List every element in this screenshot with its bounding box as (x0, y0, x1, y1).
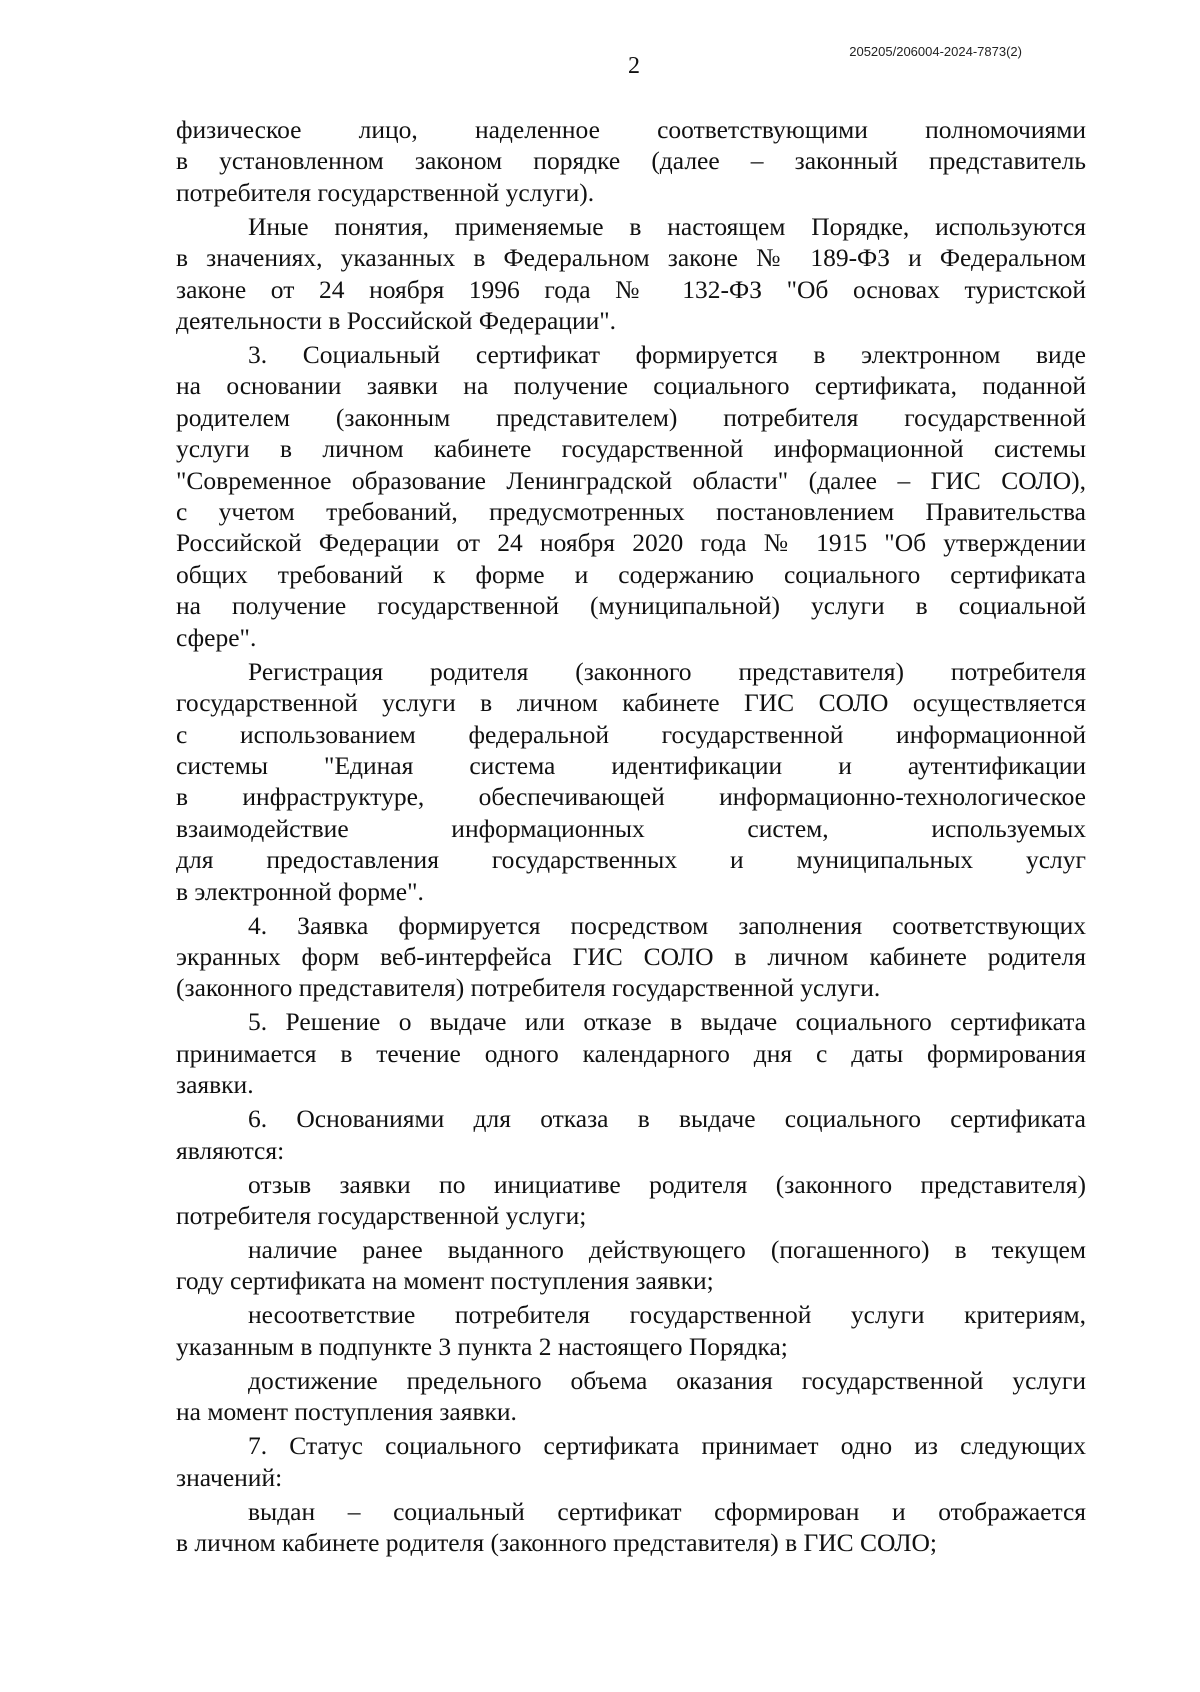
text-line: с использованием федеральной государственной информационной (176, 719, 1086, 749)
page-number: 2 (628, 53, 640, 79)
text-line: системы "Единая система идентификации и аутентификации (176, 750, 1086, 780)
text-line: отзыв заявки по инициативе родителя (законного представителя) (248, 1169, 1086, 1199)
text-line: наличие ранее выданного действующего (погашенного) в текущем (248, 1234, 1086, 1264)
paragraph-refusal-withdrawal (176, 1169, 1086, 1232)
text-line: услуги в личном кабинете государственной информационной системы (176, 434, 1086, 464)
text-line: для предоставления государственных и муниципальных услуг (176, 845, 1086, 875)
text-line: в электронной форме". (176, 876, 424, 906)
text-line: "Современное образование Ленинградской области" (далее – ГИС СОЛО), (176, 465, 1086, 495)
text-line: 5. Решение о выдаче или отказе в выдаче социального сертификата (248, 1007, 1086, 1037)
text-line: на получение государственной (муниципальной) услуги в социальной (176, 591, 1086, 621)
text-line: общих требований к форме и содержанию социального сертификата (176, 559, 1086, 589)
text-line: Иные понятия, применяемые в настоящем Порядке, используются (248, 211, 1086, 241)
paragraph-refusal-criteria (176, 1299, 1086, 1362)
paragraph-other-terms (176, 211, 1086, 337)
document-id: 205205/206004-2024-7873(2) (849, 44, 1022, 59)
text-line: на момент поступления заявки. (176, 1397, 517, 1427)
text-line: 7. Статус социального сертификата принимает одно из следующих (248, 1431, 1086, 1461)
text-line: деятельности в Российской Федерации". (176, 306, 617, 336)
text-line: физическое лицо, наделенное соответствующими полномочиями (176, 115, 1086, 144)
text-line: несоответствие потребителя государственной услуги критериям, (248, 1300, 1086, 1330)
paragraph-item-4 (176, 910, 1086, 1004)
text-line: году сертификата на момент поступления заявки; (176, 1266, 714, 1296)
text-line: в инфраструктуре, обеспечивающей информационно-технологическое (176, 782, 1086, 812)
text-line: на основании заявки на получение социального сертификата, поданной (176, 371, 1086, 401)
text-line: 4. Заявка формируется посредством заполнения соответствующих (248, 910, 1086, 940)
paragraph-item-5 (176, 1006, 1086, 1100)
document-body (176, 114, 1086, 1561)
text-line: Регистрация родителя (законного представителя) потребителя (248, 656, 1086, 686)
text-line: Российской Федерации от 24 ноября 2020 года № 1915 "Об утверждении (176, 528, 1086, 558)
text-line: родителем (законным представителем) потребителя государственной (176, 402, 1086, 432)
text-line: взаимодействие информационных систем, используемых (176, 813, 1086, 843)
text-line: значений: (176, 1462, 283, 1492)
paragraph-status-issued (176, 1496, 1086, 1559)
text-line: в личном кабинете родителя (законного представителя) в ГИС СОЛО; (176, 1528, 937, 1557)
paragraph-refusal-existing-certificate (176, 1234, 1086, 1297)
paragraph-legal-representative (176, 114, 1086, 208)
paragraph-registration (176, 656, 1086, 907)
text-line: выдан – социальный сертификат сформирован и отображается (248, 1496, 1086, 1526)
text-line: принимается в течение одного календарного дня с даты формирования (176, 1038, 1086, 1068)
text-line: законе от 24 ноября 1996 года № 132-ФЗ "Об основах туристской (176, 274, 1086, 304)
text-line: являются: (176, 1135, 285, 1165)
text-line: сфере". (176, 622, 257, 652)
text-line: экранных форм веб-интерфейса ГИС СОЛО в личном кабинете родителя (176, 941, 1086, 971)
text-line: потребителя государственной услуги). (176, 177, 595, 207)
paragraph-item-6 (176, 1103, 1086, 1166)
text-line: (законного представителя) потребителя государственной услуги. (176, 973, 881, 1003)
text-line: достижение предельного объема оказания государственной услуги (248, 1365, 1086, 1395)
paragraph-refusal-volume-limit (176, 1365, 1086, 1428)
text-line: 6. Основаниями для отказа в выдаче социального сертификата (248, 1104, 1086, 1134)
text-line: в установленном законом порядке (далее – законный представитель (176, 146, 1086, 176)
text-line: потребителя государственной услуги; (176, 1200, 587, 1230)
text-line: указанным в подпункте 3 пункта 2 настоящего Порядка; (176, 1331, 788, 1361)
text-line: государственной услуги в личном кабинете ГИС СОЛО осуществляется (176, 688, 1086, 718)
paragraph-item-3 (176, 339, 1086, 653)
text-line: 3. Социальный сертификат формируется в электронном виде (248, 340, 1086, 370)
text-line: заявки. (176, 1070, 254, 1100)
paragraph-item-7 (176, 1430, 1086, 1493)
text-line: в значениях, указанных в Федеральном законе № 189-ФЗ и Федеральном (176, 243, 1086, 273)
text-line: с учетом требований, предусмотренных постановлением Правительства (176, 497, 1086, 527)
